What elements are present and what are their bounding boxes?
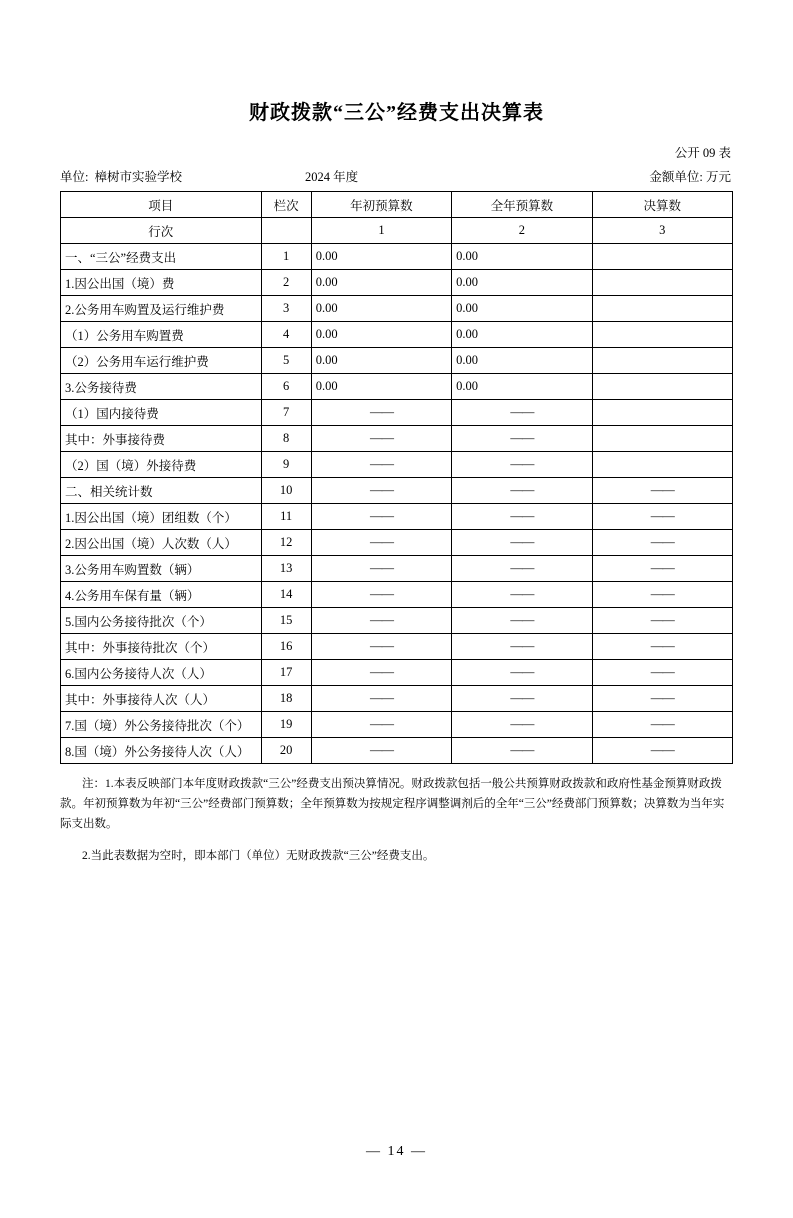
document-page: [0, 96, 793, 1218]
cell-item: 5.国内公务接待批次（个）: [61, 608, 262, 634]
table-row: [61, 686, 733, 712]
cell-value-1: ——: [311, 582, 451, 608]
cell-item: 2.公务用车购置及运行维护费: [61, 296, 262, 322]
cell-value-3: [592, 270, 732, 296]
table-row: [61, 270, 733, 296]
sheet-number: 公开 09 表: [674, 146, 731, 160]
cell-rank: 7: [261, 400, 311, 426]
table-row: [61, 296, 733, 322]
cell-value-1: 0.00: [311, 374, 451, 400]
page-title: 财政拨款“三公”经费支出决算表: [249, 102, 544, 124]
cell-value-2: ——: [452, 426, 592, 452]
table-notes: [60, 774, 733, 867]
table-row: [61, 634, 733, 660]
rowindex-1: 1: [311, 218, 451, 244]
cell-item: （2）国（境）外接待费: [61, 452, 262, 478]
cell-value-2: ——: [452, 504, 592, 530]
cell-value-3: ——: [592, 634, 732, 660]
cell-item: （1）国内接待费: [61, 400, 262, 426]
cell-value-2: 0.00: [452, 374, 592, 400]
cell-value-3: [592, 296, 732, 322]
cell-value-2: ——: [452, 686, 592, 712]
cell-value-1: ——: [311, 556, 451, 582]
cell-value-3: [592, 348, 732, 374]
cell-value-2: 0.00: [452, 322, 592, 348]
cell-item: （2）公务用车运行维护费: [61, 348, 262, 374]
cell-rank: 13: [261, 556, 311, 582]
table-row: [61, 322, 733, 348]
cell-rank: 16: [261, 634, 311, 660]
cell-value-3: ——: [592, 738, 732, 764]
cell-rank: 19: [261, 712, 311, 738]
cell-value-3: ——: [592, 686, 732, 712]
cell-item: 3.公务接待费: [61, 374, 262, 400]
unit-name: 樟树市实验学校: [94, 170, 182, 184]
table-row: [61, 530, 733, 556]
table-row: [61, 452, 733, 478]
cell-item: 3.公务用车购置数（辆）: [61, 556, 262, 582]
cell-value-3: ——: [592, 660, 732, 686]
cell-item: 1.因公出国（境）费: [61, 270, 262, 296]
table-row: [61, 556, 733, 582]
cell-value-1: ——: [311, 426, 451, 452]
cell-value-1: 0.00: [311, 270, 451, 296]
cell-value-3: [592, 374, 732, 400]
table-row: [61, 478, 733, 504]
cell-rank: 17: [261, 660, 311, 686]
cell-rank: 14: [261, 582, 311, 608]
cell-item: 8.国（境）外公务接待人次（人）: [61, 738, 262, 764]
table-row: [61, 608, 733, 634]
header-initial-budget: 年初预算数: [311, 192, 451, 218]
cell-value-2: ——: [452, 582, 592, 608]
table-row: [61, 660, 733, 686]
cell-value-3: [592, 400, 732, 426]
table-row: [61, 712, 733, 738]
cell-rank: 18: [261, 686, 311, 712]
unit-label: 单位:: [60, 170, 89, 184]
cell-item: （1）公务用车购置费: [61, 322, 262, 348]
cell-rank: 10: [261, 478, 311, 504]
cell-value-3: ——: [592, 608, 732, 634]
cell-item: 7.国（境）外公务接待批次（个）: [61, 712, 262, 738]
page-number: — 14 —: [366, 1144, 427, 1159]
cell-value-3: ——: [592, 478, 732, 504]
cell-rank: 20: [261, 738, 311, 764]
note-2: 2.当此表数据为空时，即本部门（单位）无财政拨款“三公”经费支出。: [82, 850, 435, 863]
cell-value-1: ——: [311, 660, 451, 686]
cell-rank: 11: [261, 504, 311, 530]
cell-value-3: [592, 452, 732, 478]
cell-rank: 8: [261, 426, 311, 452]
cell-value-1: ——: [311, 608, 451, 634]
cell-rank: 2: [261, 270, 311, 296]
cell-value-2: ——: [452, 634, 592, 660]
cell-item: 二、相关统计数: [61, 478, 262, 504]
cell-item: 6.国内公务接待人次（人）: [61, 660, 262, 686]
table-row: [61, 426, 733, 452]
cell-value-2: ——: [452, 452, 592, 478]
header-final-account: 决算数: [592, 192, 732, 218]
cell-rank: 4: [261, 322, 311, 348]
cell-value-1: 0.00: [311, 244, 451, 270]
cell-value-2: ——: [452, 738, 592, 764]
table-row: [61, 738, 733, 764]
cell-value-1: ——: [311, 634, 451, 660]
cell-value-2: 0.00: [452, 296, 592, 322]
cell-value-1: ——: [311, 452, 451, 478]
cell-item: 4.公务用车保有量（辆）: [61, 582, 262, 608]
cell-value-1: ——: [311, 478, 451, 504]
cell-value-1: 0.00: [311, 296, 451, 322]
cell-rank: 1: [261, 244, 311, 270]
table-row: [61, 400, 733, 426]
cell-item: 一、“三公”经费支出: [61, 244, 262, 270]
cell-value-2: ——: [452, 712, 592, 738]
cell-rank: 15: [261, 608, 311, 634]
cell-value-1: ——: [311, 686, 451, 712]
cell-value-2: ——: [452, 478, 592, 504]
cell-value-3: [592, 322, 732, 348]
cell-rank: 3: [261, 296, 311, 322]
cell-value-2: 0.00: [452, 244, 592, 270]
table-row: [61, 504, 733, 530]
cell-rank: 9: [261, 452, 311, 478]
cell-value-3: [592, 426, 732, 452]
table-rowindex-row: [61, 218, 733, 244]
cell-value-3: ——: [592, 530, 732, 556]
cell-value-1: 0.00: [311, 348, 451, 374]
fiscal-year: 2024 年度: [305, 170, 359, 184]
amount-unit: 金额单位: 万元: [649, 170, 731, 184]
table-row: [61, 348, 733, 374]
cell-value-3: [592, 244, 732, 270]
cell-value-3: ——: [592, 712, 732, 738]
header-rank: 栏次: [261, 192, 311, 218]
cell-item: 其中：外事接待人次（人）: [61, 686, 262, 712]
cell-rank: 5: [261, 348, 311, 374]
cell-value-3: ——: [592, 504, 732, 530]
cell-value-2: ——: [452, 400, 592, 426]
cell-item: 其中：外事接待费: [61, 426, 262, 452]
cell-item: 2.因公出国（境）人次数（人）: [61, 530, 262, 556]
rowindex-3: 3: [592, 218, 732, 244]
cell-value-2: 0.00: [452, 270, 592, 296]
cell-rank: 12: [261, 530, 311, 556]
table-meta-row: [60, 167, 733, 185]
table-row: [61, 374, 733, 400]
cell-value-3: ——: [592, 582, 732, 608]
cell-value-1: ——: [311, 504, 451, 530]
rowindex-label: 行次: [61, 218, 262, 244]
table-row: [61, 244, 733, 270]
header-annual-budget: 全年预算数: [452, 192, 592, 218]
rowindex-blank: [261, 218, 311, 244]
table-header-row: [61, 192, 733, 218]
cell-rank: 6: [261, 374, 311, 400]
cell-value-1: ——: [311, 400, 451, 426]
header-item: 项目: [61, 192, 262, 218]
cell-item: 其中：外事接待批次（个）: [61, 634, 262, 660]
note-1: 注：1.本表反映部门本年度财政拨款“三公”经费支出预决算情况。财政拨款包括一般公共预算财政拨款和政府性基金预算财政拨款。年初预算数为年初“三公”经费部门预算数；全年预算数为按规定程序调整调剂后的全年“三公”经费部门预算数；决算数为当年实际支出数。: [60, 778, 725, 831]
cell-value-1: ——: [311, 712, 451, 738]
table-row: [61, 582, 733, 608]
cell-value-2: ——: [452, 660, 592, 686]
cell-value-2: ——: [452, 530, 592, 556]
cell-value-2: ——: [452, 608, 592, 634]
cell-item: 1.因公出国（境）团组数（个）: [61, 504, 262, 530]
cell-value-2: 0.00: [452, 348, 592, 374]
expenditure-table: [60, 191, 733, 764]
cell-value-1: 0.00: [311, 322, 451, 348]
cell-value-1: ——: [311, 738, 451, 764]
cell-value-2: ——: [452, 556, 592, 582]
rowindex-2: 2: [452, 218, 592, 244]
cell-value-3: ——: [592, 556, 732, 582]
cell-value-1: ——: [311, 530, 451, 556]
